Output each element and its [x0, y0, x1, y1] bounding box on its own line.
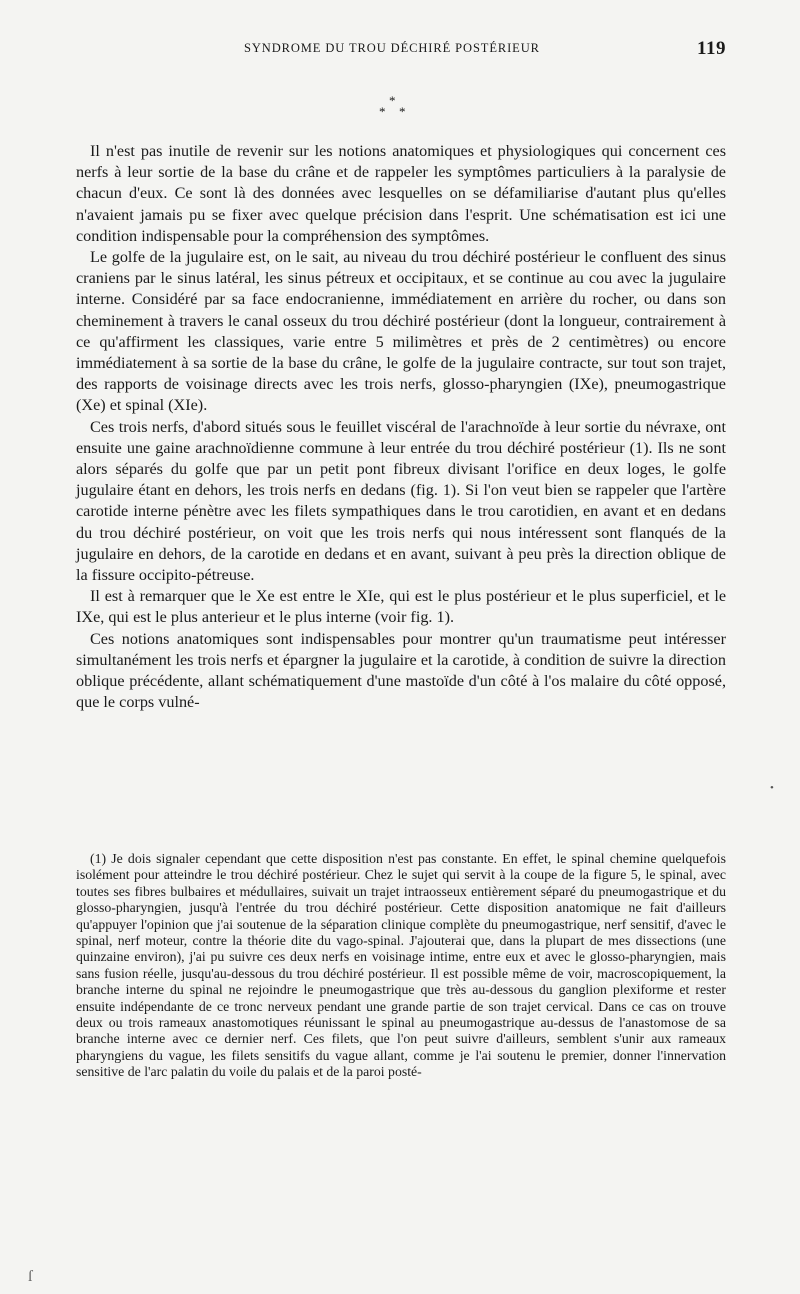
asterism — [372, 94, 416, 124]
paragraph: Il est à remarquer que le Xe est entre le XIe, qui est le plus postérieur et le plus superficiel, et le IXe, qui est le plus anterieur et le plus interne (voir fig. 1). — [76, 587, 726, 627]
asterism-star-right: * — [399, 104, 406, 119]
footnotes — [76, 851, 726, 1081]
page-number: 119 — [697, 38, 726, 59]
footnote: (1) Je dois signaler cependant que cette disposition n'est pas constante. En effet, le spinal chemine quelquefois isolément pour atteindre le trou déchiré postérieur. Chez le sujet qui servit à la coupe de la figure 5, le spinal, avec toutes ses fibres bulbaires et médullaires, suivait un trajet intraosseux entièrement séparé du pneumogastrique et du glosso-pharyngien, jusqu'à l'entrée du trou déchiré postérieur. Cette disposition anatomique ne fait d'ailleurs qu'appuyer l'opinion que j'ai soutenue de la séparation clinique complète du pneumogastrique, nerf sensitif, d'avec le spinal, nerf moteur, contre la théorie dite du vago-spinal. J'ajouterai que, dans la plupart de mes dissections (une quinzaine environ), j'ai pu suivre ces deux nerfs en voisinage intime, entre eux et avec le glosso-pharyngien, mais sans fusion réelle, jusqu'au-dessous du trou déchiré postérieur. Il est possible même de voir, macroscopiquement, la branche interne du spinal ne rejoindre le pneumogastrique que très au-dessous du ganglion plexiforme et rester ensuite indépendante de ce tronc nerveux pendant une grande partie de son trajet cervical. Dans ce cas on trouve deux ou trois rameaux anastomotiques réunissant le spinal au pneumogastrique au-dessus de l'anastomose de sa branche interne avec ce dernier nerf. Ces filets, que l'on peut suivre d'ailleurs, semblent s'unir aux rameaux pharyngiens du vague, les filets sensitifs du vague allant, comme je l'ai soutenu le premier, donner l'innervation sensitive de l'arc palatin du voile du palais et de la paroi posté- — [76, 851, 726, 1080]
running-header — [76, 38, 726, 62]
body-text — [76, 141, 726, 713]
margin-mark-left: ſ — [28, 1268, 33, 1285]
paragraph: Ces trois nerfs, d'abord situés sous le feuillet viscéral de l'arachnoïde à leur sortie du névraxe, ont ensuite une gaine arachnoïdienne commune à leur entrée du trou déchiré postérieur (1). Ils ne sont alors séparés du golfe que par un petit pont fibreux divisant l'orifice en deux loges, le golfe jugulaire étant en dehors, les trois nerfs en dedans (fig. 1). Si l'on veut bien se rappeler que l'artère carotide interne pénètre avec les filets sympathiques dans le trou carotidien, en avant et en dedans du trou déchiré postérieur, on voit que les trois nerfs qui nous intéressent sont flanqués de la jugulaire en dehors, de la carotide en dedans et en avant, suivant à peu près la direction oblique de la fissure occipito-pétreuse. — [76, 417, 726, 585]
asterism-star-left: * — [379, 104, 386, 119]
paragraph: Le golfe de la jugulaire est, on le sait, au niveau du trou déchiré postérieur le confluent des sinus craniens par le sinus latéral, les sinus pétreux et occipitaux, et se continue au cou avec la jugulaire interne. Considéré par sa face endocranienne, immédiatement en arrière du rocher, ou dans son cheminement à travers le canal osseux du trou déchiré postérieur (dont la longueur, contrairement à ce qu'affirment les classiques, varie entre 5 milimètres et près de 2 centimètres) ou encore immédiatement à sa sortie de la base du crâne, le golfe de la jugulaire contracte, sur tout son trajet, des rapports de voisinage directs avec les trois nerfs, glosso-pharyngien (IXe), pneumogastrique (Xe) et spinal (XIe). — [76, 248, 726, 415]
paragraph: Ces notions anatomiques sont indispensables pour montrer qu'un traumatisme peut intéresser simultanément les trois nerfs et épargner la jugulaire et la carotide, à condition de suivre la direction oblique précédente, allant schématiquement d'une mastoïde d'un côté à l'os malaire du côté opposé, que le corps vulné- — [76, 629, 726, 712]
running-title: SYNDROME DU TROU DÉCHIRÉ POSTÉRIEUR — [244, 41, 540, 55]
margin-mark-right: • — [770, 782, 774, 794]
paragraph: Il n'est pas inutile de revenir sur les notions anatomiques et physiologiques qui concernent ces nerfs à leur sortie de la base du crâne et de rappeler les symptômes particuliers à la paralysie de chacun d'eux. Ce sont là des données avec lesquelles on se défamiliarise d'autant plus qu'elles n'avaient jamais pu se fixer avec quelque précision dans l'esprit. Une schématisation est ici une condition indispensable pour la compréhension des symptômes. — [76, 142, 726, 245]
asterism-star-top: * — [389, 93, 396, 108]
